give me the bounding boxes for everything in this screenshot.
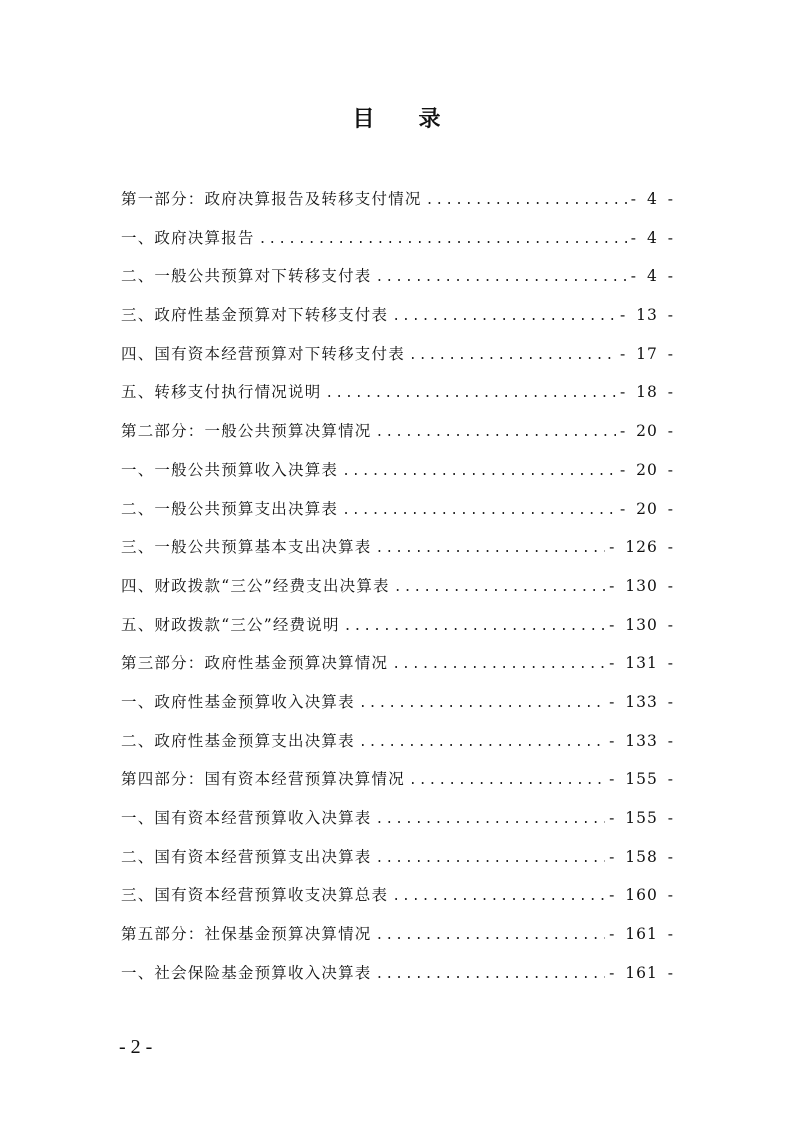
toc-entry[interactable] (121, 261, 674, 300)
toc-entry[interactable] (121, 494, 674, 533)
toc-dot-leader (376, 921, 606, 951)
toc-entry-page: - 4 - (630, 190, 674, 208)
toc-dot-leader (342, 457, 616, 487)
toc-entry-page: - 4 - (630, 228, 674, 247)
toc-entry-page: - 20 - (619, 499, 674, 518)
toc-entry-page: - 130 - (609, 576, 674, 595)
toc-entry[interactable] (121, 300, 674, 339)
toc-entry[interactable] (121, 842, 674, 881)
toc-entry[interactable] (121, 803, 674, 842)
toc-entry[interactable] (121, 648, 674, 687)
toc-dot-leader (409, 766, 605, 796)
toc-entry-text: 三、国有资本经营预算收支决算总表 (121, 886, 389, 905)
toc-entry[interactable] (121, 416, 674, 455)
toc-entry-text: 四、财政拨款“三公”经费支出决算表 (121, 576, 390, 595)
toc-entry[interactable] (121, 184, 674, 223)
toc-dot-leader (426, 186, 627, 216)
table-of-contents (121, 184, 674, 996)
toc-dot-leader (342, 496, 616, 526)
toc-dot-leader (359, 689, 605, 719)
toc-entry-text: 二、政府性基金预算支出决算表 (121, 731, 355, 750)
toc-entry[interactable] (121, 571, 674, 610)
toc-entry-page: - 161 - (609, 925, 674, 944)
page-number: - 2 - (119, 1036, 153, 1058)
toc-entry-page: - 13 - (619, 306, 674, 325)
toc-dot-leader (376, 960, 606, 990)
toc-entry[interactable] (121, 764, 674, 803)
toc-entry-text: 一、政府决算报告 (121, 228, 255, 247)
toc-dot-leader (392, 302, 616, 332)
toc-entry-page: - 131 - (609, 654, 674, 673)
toc-entry-text: 第一部分：政府决算报告及转移支付情况 (121, 190, 422, 208)
toc-dot-leader (394, 573, 605, 603)
toc-dot-leader (409, 341, 616, 371)
toc-entry-text: 二、国有资本经营预算支出决算表 (121, 847, 372, 866)
toc-entry[interactable] (121, 880, 674, 919)
toc-dot-leader (376, 844, 606, 874)
toc-dot-leader (259, 225, 627, 255)
toc-entry-page: - 17 - (619, 344, 674, 363)
toc-entry-text: 三、一般公共预算基本支出决算表 (121, 538, 372, 557)
toc-entry-page: - 130 - (609, 615, 674, 634)
page-title: 目录 (352, 106, 485, 132)
toc-entry-text: 四、国有资本经营预算对下转移支付表 (121, 344, 405, 363)
toc-entry[interactable] (121, 223, 674, 262)
toc-entry[interactable] (121, 339, 674, 378)
toc-entry-text: 一、一般公共预算收入决算表 (121, 460, 339, 479)
toc-entry[interactable] (121, 726, 674, 765)
toc-entry-text: 第二部分：一般公共预算决算情况 (121, 422, 372, 441)
toc-entry-text: 第五部分：社保基金预算决算情况 (121, 925, 372, 944)
toc-entry-page: - 18 - (619, 383, 674, 402)
toc-entry-page: - 155 - (609, 770, 674, 789)
toc-entry-text: 二、一般公共预算支出决算表 (121, 499, 339, 518)
toc-dot-leader (376, 418, 616, 448)
toc-entry-page: - 126 - (609, 538, 674, 557)
toc-entry[interactable] (121, 919, 674, 958)
toc-entry-page: - 20 - (619, 422, 674, 441)
toc-entry[interactable] (121, 455, 674, 494)
toc-entry[interactable] (121, 532, 674, 571)
toc-entry-page: - 160 - (609, 886, 674, 905)
toc-entry-text: 第四部分：国有资本经营预算决算情况 (121, 770, 405, 789)
toc-entry-text: 三、政府性基金预算对下转移支付表 (121, 306, 389, 325)
toc-entry-text: 一、国有资本经营预算收入决算表 (121, 809, 372, 827)
toc-dot-leader (392, 650, 605, 680)
toc-entry-page: - 158 - (609, 847, 674, 866)
toc-entry-page: - 161 - (609, 963, 674, 982)
toc-entry-page: - 4 - (630, 267, 674, 286)
toc-dot-leader (359, 728, 605, 758)
toc-entry[interactable] (121, 687, 674, 726)
toc-dot-leader (344, 612, 605, 642)
toc-dot-leader (376, 534, 606, 564)
toc-dot-leader (325, 379, 616, 409)
toc-entry[interactable] (121, 610, 674, 649)
toc-entry-page: - 133 - (609, 692, 674, 711)
toc-entry-text: 五、转移支付执行情况说明 (121, 383, 322, 402)
toc-dot-leader (376, 805, 606, 835)
toc-dot-leader (376, 263, 627, 293)
toc-entry[interactable] (121, 377, 674, 416)
toc-entry-text: 一、社会保险基金预算收入决算表 (121, 963, 372, 982)
toc-entry[interactable] (121, 958, 674, 997)
toc-entry-text: 一、政府性基金预算收入决算表 (121, 692, 355, 711)
toc-entry-page: - 20 - (619, 460, 674, 479)
toc-dot-leader (392, 882, 605, 912)
toc-entry-text: 第三部分：政府性基金预算决算情况 (121, 654, 389, 673)
toc-entry-page: - 155 - (609, 809, 674, 827)
toc-entry-text: 二、一般公共预算对下转移支付表 (121, 267, 372, 286)
toc-entry-text: 五、财政拨款“三公”经费说明 (121, 615, 340, 634)
toc-entry-page: - 133 - (609, 731, 674, 750)
